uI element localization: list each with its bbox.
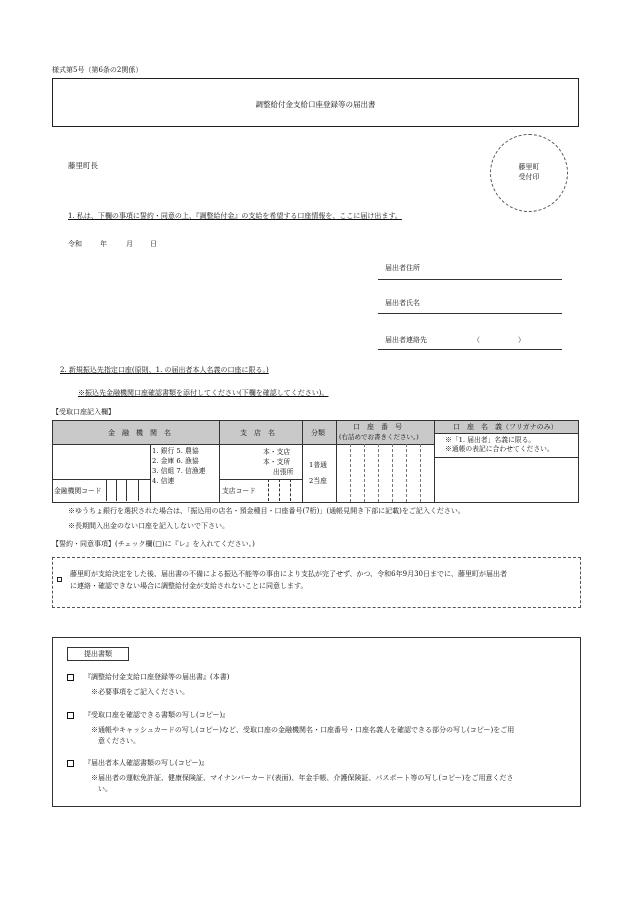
contact-field[interactable] [378, 349, 562, 350]
documents-box [52, 637, 581, 807]
address-label: 届出者住所 [385, 264, 420, 272]
section2-title: 2. 新規振込先指定口座(原則、1. の届出者本人名義の口座に限る。) [60, 366, 269, 374]
holder-note-2: ※通帳の表記に合わせてください。 [445, 445, 554, 453]
doc-title-3: 『届出者本人確認書類の写し(コピー)』 [84, 759, 209, 767]
oath-box [52, 557, 581, 608]
col-divider [219, 421, 220, 502]
col-account-header: 口 座 番 号 [353, 423, 402, 431]
col-divider [302, 421, 303, 502]
doc-checkbox-2[interactable] [67, 712, 74, 719]
date-year: 年 [100, 240, 107, 248]
bank-code-digit[interactable] [116, 479, 126, 501]
bank-type-3: 3. 信組 7. 信漁連 [152, 467, 206, 475]
title-box [52, 78, 579, 127]
holder-divider [434, 433, 578, 434]
col-account-subheader: (右詰めでお書きください。) [339, 433, 419, 441]
bank-code-digit[interactable] [106, 479, 116, 501]
account-number-input[interactable] [337, 445, 433, 502]
declaration-statement: 1. 私は、下欄の事項に誓約・同意の上、『調整給付金』の支給を希望する口座情報を、ここに届け出ます。 [68, 212, 402, 220]
bank-type-divider [150, 444, 151, 502]
branch-type-2: 本・支所 [263, 458, 291, 466]
table-note-1: ※ゆうちょ銀行を選択された場合は、「振込用の店名・預金種目・口座番号(7桁)」(通帳見開き下部に記載)をご記入ください。 [68, 507, 465, 515]
account-table [52, 420, 579, 503]
bank-type-4: 4. 信連 [152, 477, 175, 485]
doc-note-2a: ※通帳やキャッシュカードの写し(コピー)など、受取口座の金融機関名・口座番号・口座名義人を確認できる部分の写し(コピー)をご用 [91, 726, 515, 734]
date-day: 日 [150, 240, 157, 248]
doc-checkbox-1[interactable] [67, 674, 74, 681]
oath-heading: 【誓約・同意事項】(チェック欄(□)に『レ』を入れてください。) [52, 540, 255, 548]
bank-code-digit[interactable] [126, 479, 136, 501]
branch-code-digit[interactable] [268, 479, 278, 501]
holder-name-input[interactable] [435, 458, 578, 502]
branch-type-1: 本・支店 [263, 448, 291, 456]
table-note-2: ※長期間入出金のない口座を記入しないで下さい。 [68, 522, 229, 530]
date-month: 月 [126, 240, 133, 248]
oath-checkbox[interactable] [57, 577, 62, 582]
stamp-line1: 藤里町 [518, 163, 540, 171]
bank-type-2: 2. 金庫 6. 漁協 [152, 457, 199, 465]
table-label: 【受取口座記入欄】 [52, 408, 115, 416]
oath-line-1: 藤里町が支給決定をした後、届出書の不備による振込不能等の事由により支払が完了せず、かつ、令和6年9月30日までに、藤里町が届出者 [70, 570, 507, 578]
doc-title-2: 『受取口座を確認できる書類の写し(コピー)』 [84, 711, 230, 719]
date-era: 令和 [68, 240, 82, 248]
name-label: 届出者氏名 [385, 299, 420, 307]
branch-code-digit[interactable] [279, 479, 289, 501]
stamp-text [491, 162, 567, 182]
documents-label: 提出書類 [67, 647, 129, 661]
name-field[interactable] [378, 313, 562, 314]
doc-title-1: 『調整給付金支給口座登録等の届出書』(本書) [84, 673, 230, 681]
doc-note-2b: 意ください。 [98, 737, 140, 745]
oath-line-2: に連絡・確認できない場合に調整給付金が支給されないことに同意します。 [70, 582, 308, 590]
doc-note-3b: い。 [98, 785, 112, 793]
doc-note-1: ※必要事項をご記入ください。 [91, 688, 189, 696]
doc-note-3a: ※届出者の運転免許証、健康保険証、マイナンバーカード(表面)、年金手帳、介護保険証、パスポート等の写し(コピー)をご用意くださ [91, 774, 514, 782]
section2-note: ※振込先金融機関口座確認書類を添付してください(下欄を確認してください)。 [78, 389, 329, 397]
bank-type-1: 1. 銀行 5. 農協 [152, 447, 199, 455]
doc-checkbox-3[interactable] [67, 760, 74, 767]
contact-label: 届出者連絡先 [385, 336, 427, 344]
contact-paren-close: ） [518, 336, 525, 344]
contact-paren-open: （ [473, 336, 480, 344]
col-branch-header: 支 店 名 [240, 429, 275, 437]
branch-code-label: 支店コード [222, 487, 256, 495]
bank-code-label: 金融機関コード [54, 487, 102, 495]
form-number: 様式第5号（第6条の2関係） [52, 66, 143, 74]
form-title: 調整給付金支給口座登録等の届出書 [255, 100, 376, 109]
address-field[interactable] [378, 279, 562, 280]
col-bank-header: 金 融 機 関 名 [108, 429, 171, 437]
col-type-header: 分類 [311, 429, 325, 437]
bank-code-digit[interactable] [138, 479, 148, 501]
branch-type-3: 出張所 [273, 468, 294, 476]
addressee: 藤里町長 [68, 161, 98, 170]
branch-code-digit[interactable] [290, 479, 300, 501]
col-holder-header: 口 座 名 義（フリガナのみ） [453, 423, 558, 431]
reception-stamp [490, 134, 568, 212]
holder-note-1: ※「1. 届出者」名義に限る。 [445, 436, 536, 444]
account-type-2: 2当座 [309, 477, 327, 485]
stamp-line2: 受付印 [518, 173, 540, 182]
account-type-1: 1普通 [309, 461, 327, 469]
